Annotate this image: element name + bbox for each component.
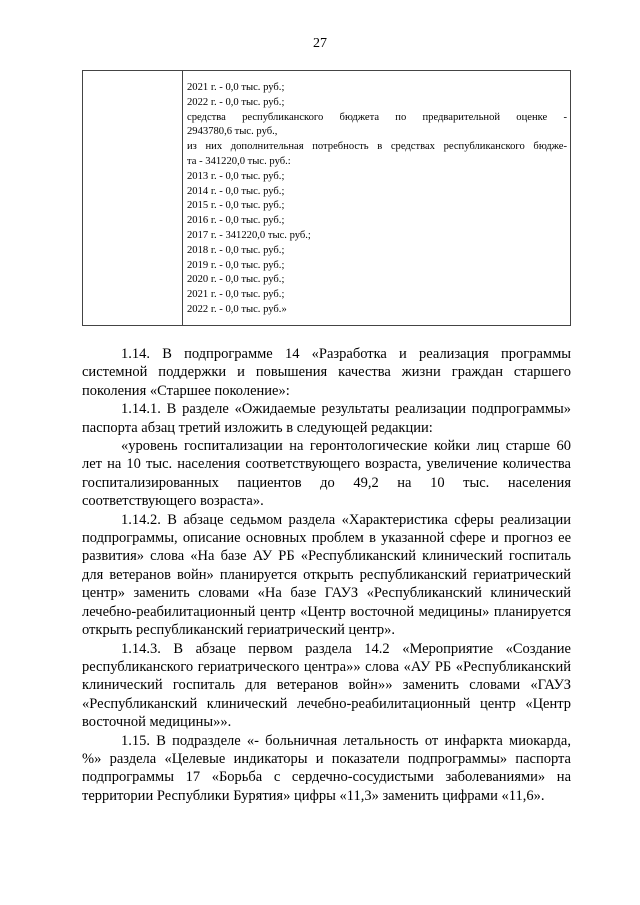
table-line: 2016 г. - 0,0 тыс. руб.; (187, 215, 285, 227)
paragraph-1-14-2: 1.14.2. В абзаце седьмом раздела «Характеристика сферы реализации подпрограммы, описание основных проблем в указанной сфере и прогноз ее развития» слова «На базе АУ РБ «Республиканский клинический госпиталь для ветеранов войн» планируется открыть республиканский гериатрический центр» заменить словами «На базе ГАУЗ «Республиканский клинический лечебно-реабилитационный центр «Центр восточной медицины» планируется открыть республиканский гериатрический центр». (82, 511, 571, 639)
table-cell-funding (187, 81, 567, 318)
table-line: 2020 г. - 0,0 тыс. руб.; (187, 274, 285, 286)
table-line: 2018 г. - 0,0 тыс. руб.; (187, 244, 285, 256)
table-line: средства республиканского бюджета по предварительной оценке - (187, 111, 567, 123)
table-line: 2943780,6 тыс. руб., (187, 126, 278, 138)
table-line: та - 341220,0 тыс. руб.: (187, 155, 291, 167)
paragraph-1-14-1: 1.14.1. В разделе «Ожидаемые результаты реализации подпрограммы» паспорта абзац третий изложить в следующей редакции: (82, 401, 571, 436)
paragraph-1-14-3: 1.14.3. В абзаце первом раздела 14.2 «Мероприятие «Создание республиканского гериатрического центра»» слова «АУ РБ «Республиканский клинический госпиталь для ветеранов войн»» заменить словами «ГАУЗ «Республиканский клинический лечебно-реабилитационный центр «Центр восточной медицины»». (82, 640, 571, 731)
table-line: 2022 г. - 0,0 тыс. руб.» (187, 303, 287, 315)
paragraph-1-15: 1.15. В подразделе «- больничная летальность от инфаркта миокарда, %» раздела «Целевые индикаторы и показатели подпрограммы» паспорта подпрограммы 17 «Борьба с сердечно-сосудистыми заболеваниями» на территории Республики Бурятия» цифры «11,3» заменить цифрами «11,6». (82, 732, 571, 804)
table-line: 2013 г. - 0,0 тыс. руб.; (187, 170, 285, 182)
table-line: 2014 г. - 0,0 тыс. руб.; (187, 185, 285, 197)
table-line: 2021 г. - 0,0 тыс. руб.; (187, 82, 285, 93)
table-line: 2019 г. - 0,0 тыс. руб.; (187, 259, 285, 271)
table-line: 2021 г. - 0,0 тыс. руб.; (187, 289, 285, 301)
table-column-divider (182, 71, 183, 325)
document-body (82, 345, 571, 805)
paragraph-1-14: 1.14. В подпрограмме 14 «Разработка и реализация программы системной поддержки и повышения качества жизни граждан старшего поколения «Старшее поколение»: (82, 346, 571, 399)
table-line: 2022 г. - 0,0 тыс. руб.; (187, 96, 285, 108)
page-number: 27 (313, 36, 327, 51)
table-line: из них дополнительная потребность в средствах республиканского бюдже- (187, 141, 567, 153)
funding-table (82, 70, 571, 326)
paragraph-quote: «уровень госпитализации на геронтологические койки лиц старше 60 лет на 10 тыс. населения соответствующего возраста, увеличение количества госпитализированных пациентов до 49,2 на 10 тыс. населения соответствующего возраста». (82, 438, 571, 510)
table-line: 2017 г. - 341220,0 тыс. руб.; (187, 229, 311, 241)
table-line: 2015 г. - 0,0 тыс. руб.; (187, 200, 285, 212)
